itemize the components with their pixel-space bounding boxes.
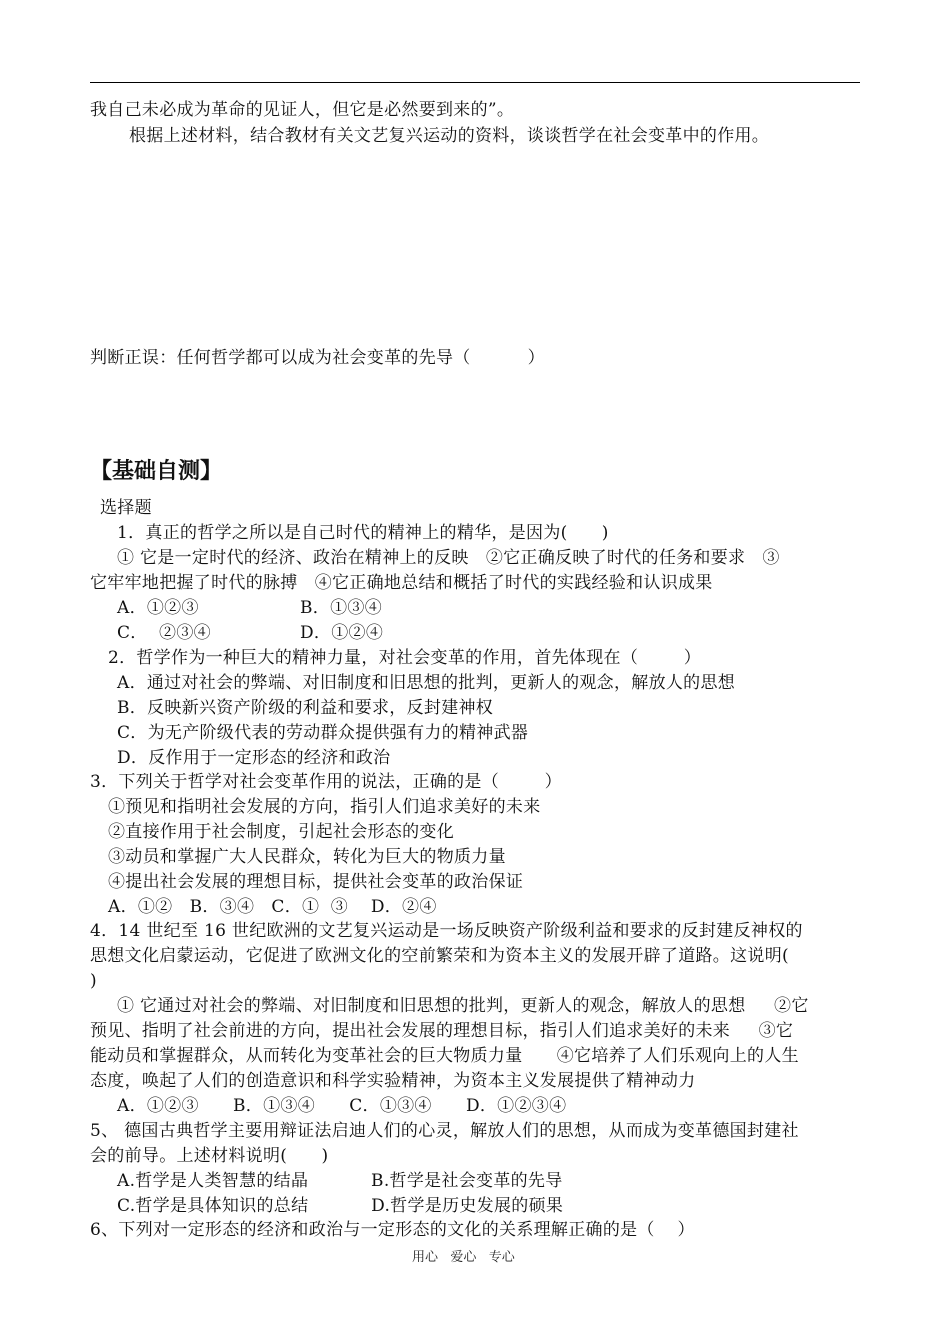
intro-line-2: 根据上述材料，结合教材有关文艺复兴运动的资料，谈谈哲学在社会变革中的作用。 bbox=[129, 126, 770, 146]
section-title: 【基础自测】 bbox=[90, 459, 223, 484]
q2-option-d: D．反作用于一定形态的经济和政治 bbox=[117, 748, 391, 768]
q5-line-1: 5、 德国古典哲学主要用辩证法启迪人们的心灵，解放人们的思想，从而成为变革德国封建社 bbox=[90, 1121, 799, 1141]
q2-option-c: C．为无产阶级代表的劳动群众提供强有力的精神武器 bbox=[117, 723, 529, 743]
q4-line-3: ) bbox=[90, 971, 97, 991]
q2-option-a: A．通过对社会的弊端、对旧制度和旧思想的批判，更新人的观念，解放人的思想 bbox=[117, 673, 736, 693]
q4-line-7: 态度，唤起了人们的创造意识和科学实验精神，为资本主义发展提供了精神动力 bbox=[90, 1071, 696, 1091]
q1-option-b: B．①③④ bbox=[300, 598, 382, 618]
q3-statement-2: ②直接作用于社会制度，引起社会形态的变化 bbox=[108, 822, 454, 842]
q4-line-5: 预见、指明了社会前进的方向，提出社会发展的理想目标，指引人们追求美好的未来 ③它 bbox=[90, 1021, 794, 1041]
q5-line-2: 会的前导。上述材料说明( ) bbox=[90, 1146, 329, 1166]
page-footer: 用心 爱心 专心 bbox=[412, 1250, 515, 1265]
q2-stem: 2．哲学作为一种巨大的精神力量，对社会变革的作用，首先体现在（ ） bbox=[108, 648, 702, 668]
q1-statement-line-1: ① 它是一定时代的经济、政治在精神上的反映 ②它正确反映了时代的任务和要求 ③ bbox=[117, 548, 780, 568]
q4-options: A．①②③ B．①③④ C．①③④ D．①②③④ bbox=[117, 1096, 567, 1116]
q4-line-1: 4．14 世纪至 16 世纪欧洲的文艺复兴运动是一场反映资产阶级利益和要求的反封建反神权的 bbox=[90, 921, 803, 941]
q4-line-6: 能动员和掌握群众，从而转化为变革社会的巨大物质力量 ④它培养了人们乐观向上的人生 bbox=[90, 1046, 799, 1066]
q1-stem: 1．真正的哲学之所以是自己时代的精神上的精华，是因为( ) bbox=[117, 523, 609, 543]
q4-line-2: 思想文化启蒙运动，它促进了欧洲文化的空前繁荣和为资本主义的发展开辟了道路。这说明( bbox=[90, 946, 789, 966]
subtitle: 选择题 bbox=[100, 498, 152, 518]
q6-stem: 6、下列对一定形态的经济和政治与一定形态的文化的关系理解正确的是（ ） bbox=[90, 1220, 695, 1240]
q3-statement-3: ③动员和掌握广大人民群众，转化为巨大的物质力量 bbox=[108, 847, 506, 867]
q1-option-d: D．①②④ bbox=[300, 623, 384, 643]
header-rule bbox=[90, 82, 860, 83]
intro-line-1: 我自己未必成为革命的见证人，但它是必然要到来的”。 bbox=[90, 100, 515, 120]
q5-options-cd: C.哲学是具体知识的总结 D.哲学是历史发展的硕果 bbox=[117, 1196, 564, 1216]
q1-option-a: A．①②③ bbox=[117, 598, 199, 618]
q3-statement-1: ①预见和指明社会发展的方向，指引人们追求美好的未来 bbox=[108, 797, 541, 817]
q1-option-c: C． ②③④ bbox=[117, 623, 211, 643]
q5-options-ab: A.哲学是人类智慧的结晶 B.哲学是社会变革的先导 bbox=[117, 1171, 563, 1191]
q3-options: A．①② B．③④ C．① ③ D．②④ bbox=[108, 897, 437, 917]
q1-statement-line-2: 它牢牢地把握了时代的脉搏 ④它正确地总结和概括了时代的实践经验和认识成果 bbox=[90, 573, 713, 593]
q3-stem: 3．下列关于哲学对社会变革作用的说法，正确的是（ ） bbox=[90, 772, 562, 792]
q3-statement-4: ④提出社会发展的理想目标，提供社会变革的政治保证 bbox=[108, 872, 524, 892]
q2-option-b: B．反映新兴资产阶级的利益和要求，反封建神权 bbox=[117, 698, 494, 718]
judge-statement: 判断正误：任何哲学都可以成为社会变革的先导（ ） bbox=[90, 348, 545, 368]
q4-line-4: ① 它通过对社会的弊端、对旧制度和旧思想的批判，更新人的观念，解放人的思想 ②它 bbox=[117, 996, 809, 1016]
